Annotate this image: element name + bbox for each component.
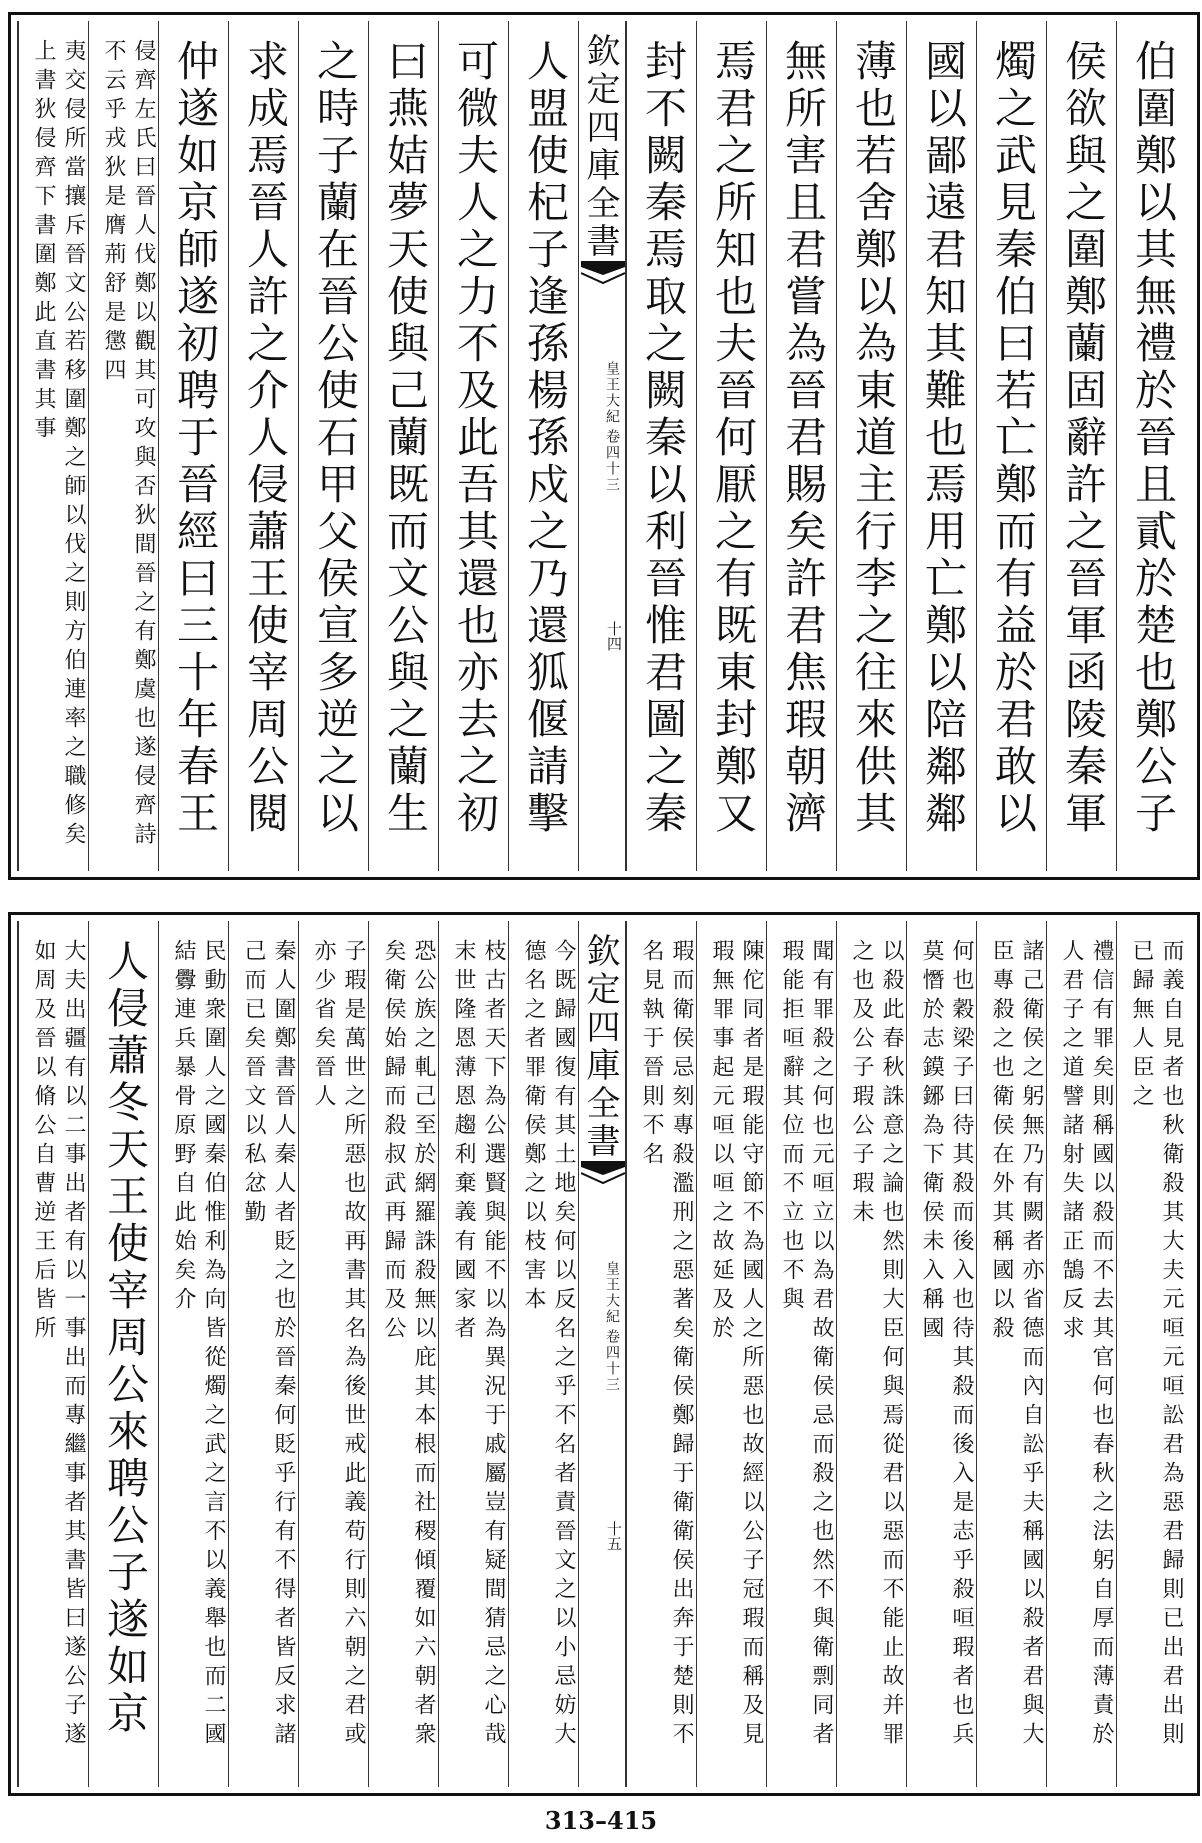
text-column [1116,921,1186,1787]
text-column [228,921,298,1787]
column-text: 而義自見者也秋衛殺其大夫元咺元咺訟君為惡君歸則已出君出則已歸無人臣之 [1129,939,1184,1751]
column-text: 以殺此春秋誅意之論也然則大臣何與焉從君以惡而不能止故并罪之也及公子瑕公子瑕未 [849,939,904,1751]
column-text: 伯圍鄭以其無禮於晉且貳於楚也鄭公子 [1129,39,1178,838]
text-column [1116,21,1186,871]
text-column [626,921,696,1787]
band-page-number: 十五 [605,1521,623,1551]
column-text: 瑕而衛侯忌刻專殺濫刑之惡著矣衛侯鄭歸于衛衛侯出奔于楚則不名見執于晉則不名 [639,939,694,1751]
text-column [228,21,298,871]
column-text: 侵齊左氏曰晉人伐鄭以觀其可攻與否狄間晉之有鄭虞也遂侵齊詩不云乎戎狄是膺荊舒是懲四 [101,39,156,851]
column-text: 國以鄙遠君知其難也焉用亡鄭以陪鄰鄰 [919,39,968,838]
column-text: 曰燕姞夢天使與己蘭既而文公與之蘭生 [381,39,430,838]
center-band [578,21,626,871]
column-text: 人盟使杞子逢孫楊孫戍之乃還狐偃請擊 [521,39,570,838]
text-column [1046,21,1116,871]
column-text: 可微夫人之力不及此吾其還也亦去之初 [451,39,500,838]
text-column [906,921,976,1787]
band-subtitle-line: 卷四十三 [604,1329,620,1393]
column-text: 民動衆圍人之國秦伯惟利為向皆從燭之武之言不以義舉也而二國結釁連兵暴骨原野自此始矣介 [171,939,226,1751]
column-text: 燭之武見秦伯曰若亡鄭而有益於君敢以 [989,39,1038,838]
text-column [298,921,368,1787]
band-subtitle-line: 皇王大紀 [604,361,620,425]
text-column [696,21,766,871]
text-column [508,921,578,1787]
band-page-number: 十四 [605,621,623,651]
band-subtitle-line: 卷四十三 [604,429,620,493]
column-text: 夷交侵所當攘斥晉文公若移圍鄭之師以伐之則方伯連率之職修矣上書狄侵齊下書圍鄭此直書其事 [31,39,86,851]
text-column [438,921,508,1787]
column-text: 聞有罪殺之何也元咺立以為君故衛侯忌而殺之也然不與衛剽同者瑕能拒咺辭其位而不立也不與 [779,939,834,1751]
text-column [766,21,836,871]
text-column [368,921,438,1787]
column-text: 今既歸國復有其土地矣何以反名之乎不名者責晉文之以小忌妨大德名之者罪衛侯鄭之以枝害本 [521,939,576,1751]
column-text: 薄也若舍鄭以為東道主行李之往來供其 [849,39,898,838]
column-text: 恐公族之軋己至於網羅誅殺無以庇其本根而社稷傾覆如六朝者衆矣衛侯始歸而殺叔武再歸而及公 [381,939,436,1751]
text-column [906,21,976,871]
text-column [976,921,1046,1787]
column-text: 無所害且君嘗為晉君賜矣許君焦瑕朝濟 [779,39,828,838]
text-column [836,21,906,871]
band-subtitle [583,361,621,493]
column-text: 子瑕是萬世之所惡也故再書其名為後世戒此義苟行則六朝之君或亦少省矣晉人 [311,939,366,1751]
text-column [438,21,508,871]
column-text: 秦人圍鄭書晉人秦人者貶之也於晉秦何貶乎行有不得者皆反求諸己而已矣晉文以私忿勤 [241,939,296,1751]
text-column [18,921,88,1787]
text-column [836,921,906,1787]
column-text: 之時子蘭在晉公使石甲父侯宣多逆之以 [311,39,360,838]
band-subtitle-line: 皇王大紀 [604,1261,620,1325]
text-column [696,921,766,1787]
band-title: 欽定四庫全書 [580,33,620,261]
column-text: 人侵蕭冬天王使宰周公來聘公子遂如京 [101,939,150,1738]
text-column [1046,921,1116,1787]
column-text: 仲遂如京師遂初聘于晉經曰三十年春王 [171,39,220,838]
text-column [18,21,88,871]
text-column [158,21,228,871]
text-column [626,21,696,871]
band-subtitle [583,1261,621,1393]
lower-page [8,912,1200,1796]
column-text: 枝古者天下為公選賢與能不以為異況于戚屬豈有疑間猜忌之心哉末世隆恩薄恩趨利棄義有國家者 [451,939,506,1751]
upper-page-columns [17,21,1191,871]
upper-page [8,12,1200,880]
column-text: 禮信有罪矣則稱國以殺而不去其官何也春秋之法躬自厚而薄責於人君子之道譬諸射失諸正鵠反求 [1059,939,1114,1751]
text-column [508,21,578,871]
column-text: 求成焉晉人許之介人侵蕭王使宰周公閱 [241,39,290,838]
page-footer-number: 313–415 [544,1806,658,1835]
text-column [298,21,368,871]
column-text: 何也穀梁子曰待其殺而後入也待其殺而後入是志乎殺咺瑕者也兵莫憯於志鏌鋣為下衛侯未入稱國 [919,939,974,1751]
column-text: 封不闕秦焉取之闕秦以利晉惟君圖之秦 [639,39,688,838]
fish-tail-icon [581,261,625,287]
column-text: 諸己衛侯之躬無乃有闕者亦省德而內自訟乎夫稱國以殺者君與大臣專殺之也衛侯在外其稱國以殺 [989,939,1044,1751]
column-text: 陳佗同者是瑕能守節不為國人之所惡也故經以公子冠瑕而稱及見瑕無罪事起元咺以咺之故延及於 [709,939,764,1751]
text-column [368,21,438,871]
text-column [88,921,158,1787]
text-column [88,21,158,871]
text-column [976,21,1046,871]
text-column [766,921,836,1787]
fish-tail-icon [581,1161,625,1187]
column-text: 焉君之所知也夫晉何厭之有既東封鄭又 [709,39,758,838]
column-text: 大夫出疆有以二事出者有以一事出而專繼事者其書皆曰遂公子遂如周及晉以脩公自曹逆王后皆所 [31,939,86,1751]
band-title: 欽定四庫全書 [580,933,620,1161]
column-text: 侯欲與之圍鄭蘭固辭許之晉軍函陵秦軍 [1059,39,1108,838]
text-column [158,921,228,1787]
center-band [578,921,626,1787]
lower-page-columns [17,921,1191,1787]
